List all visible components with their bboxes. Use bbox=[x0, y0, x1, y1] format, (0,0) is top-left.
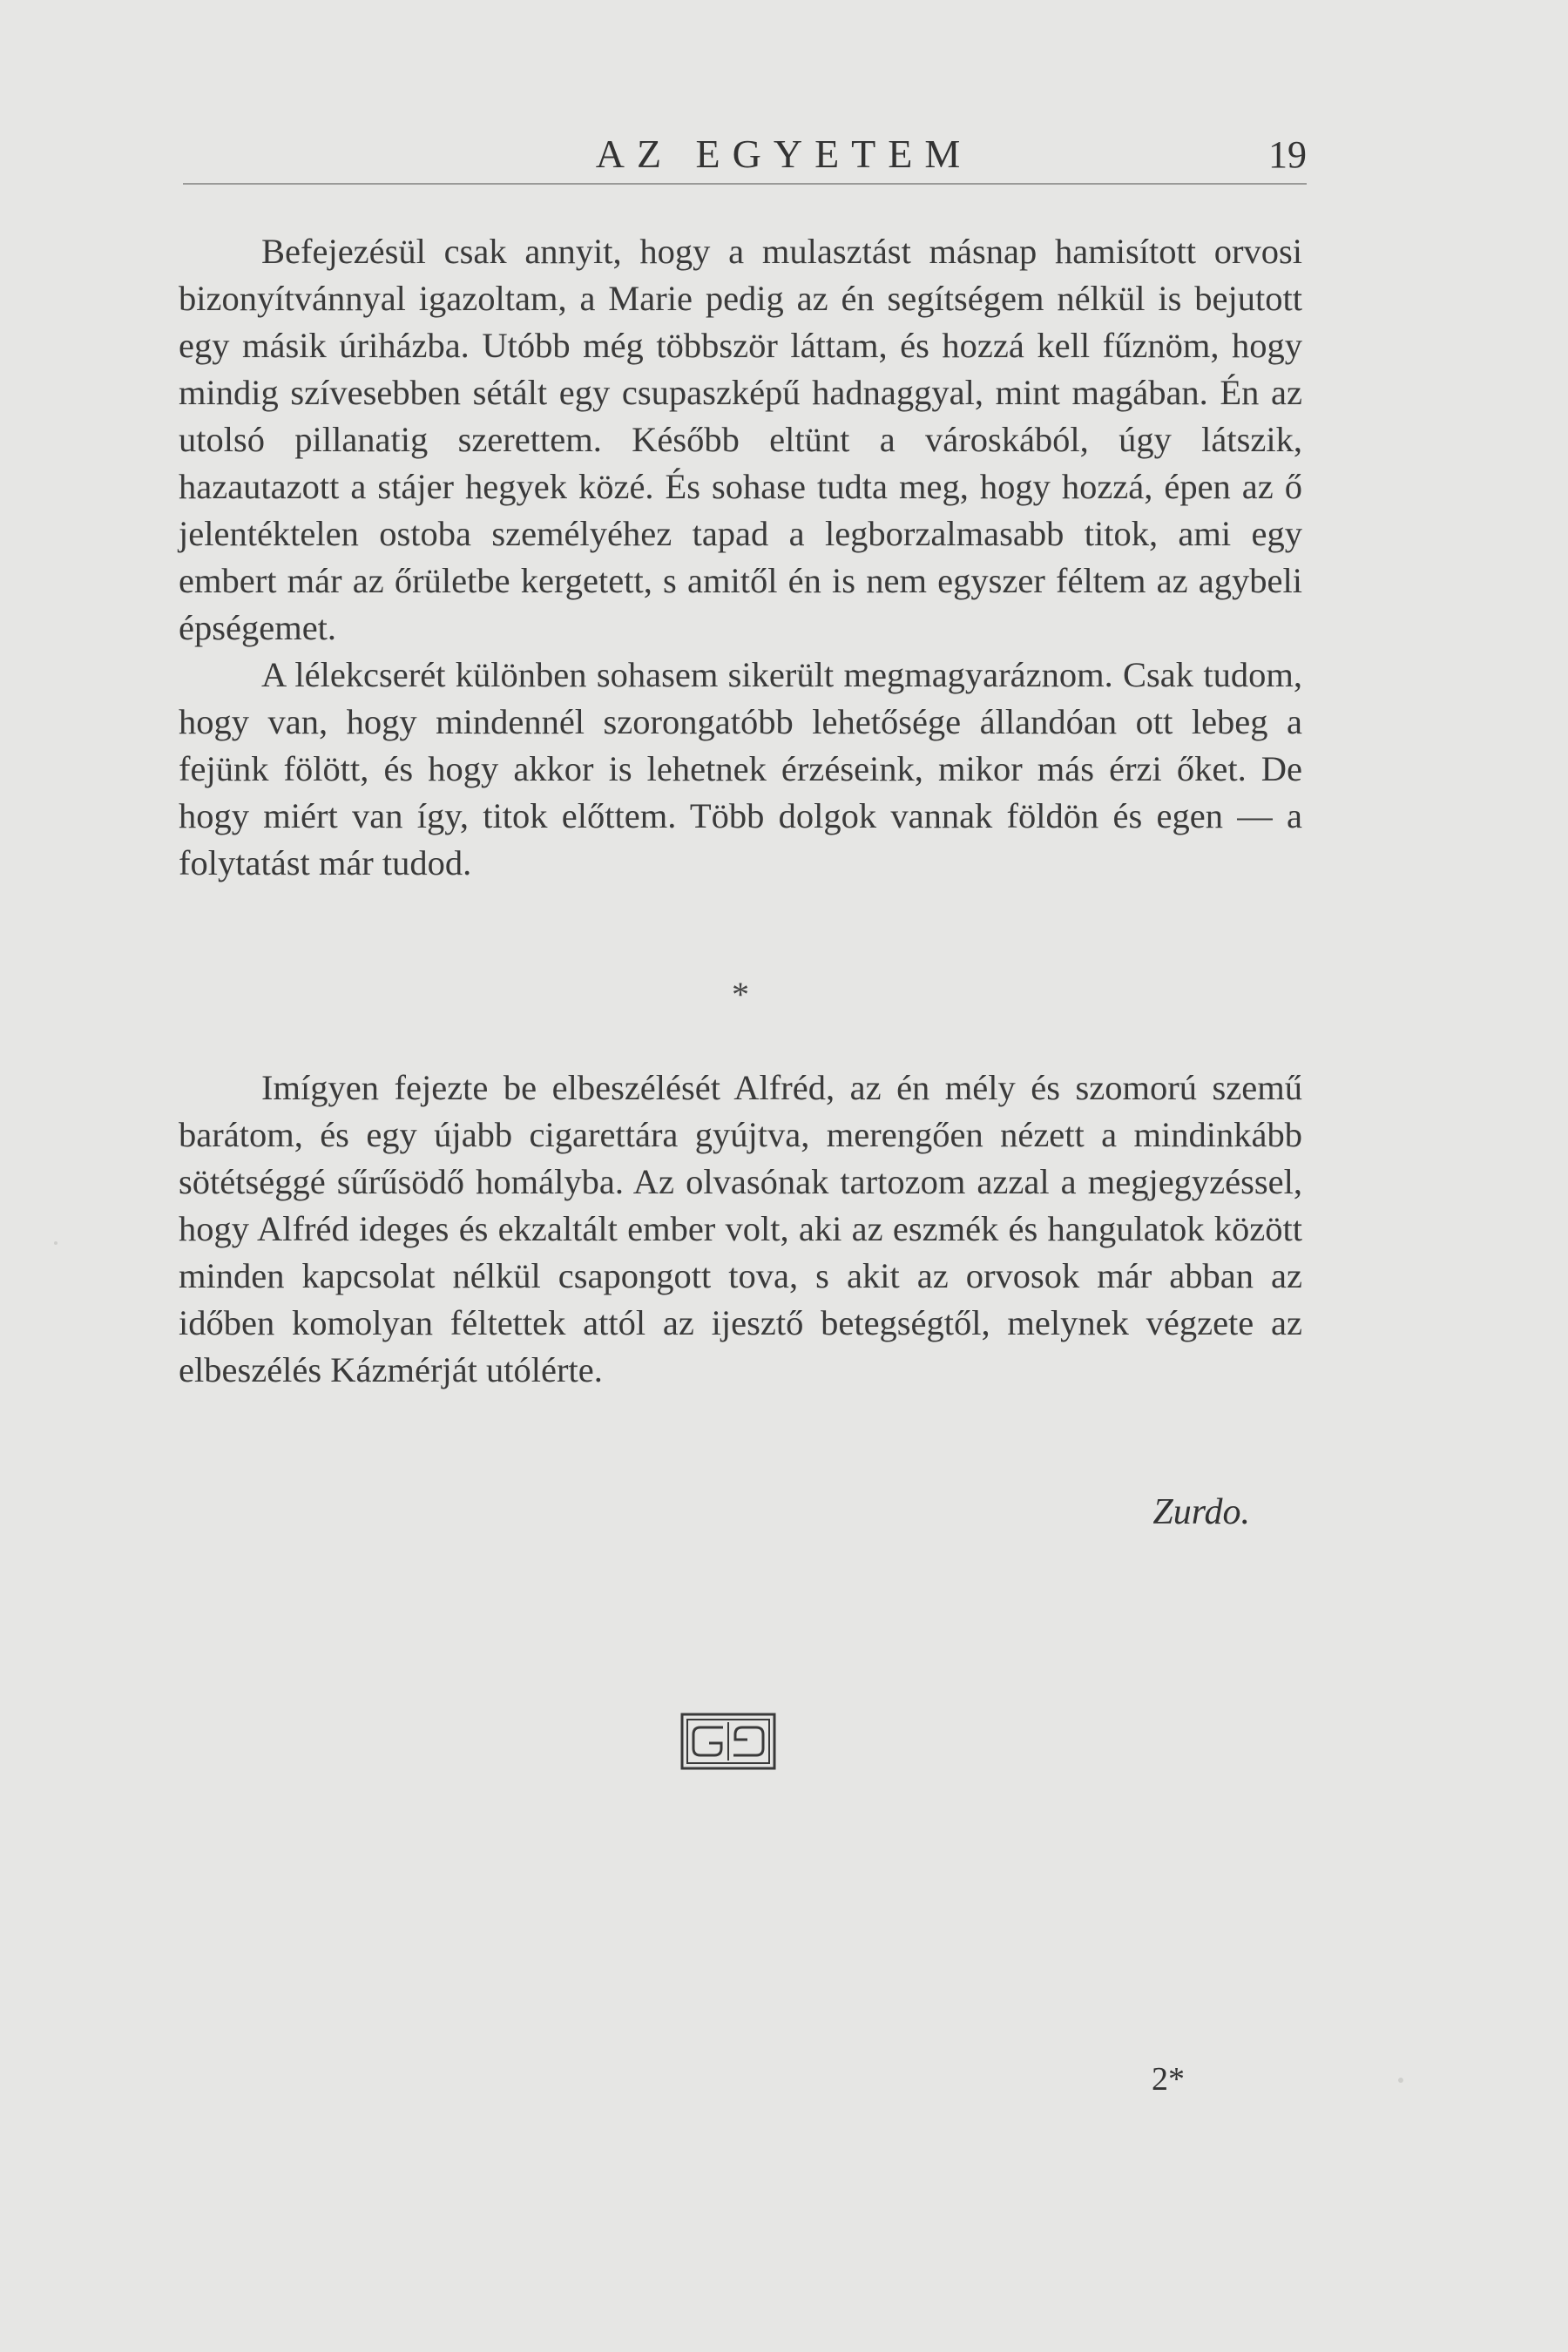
page-number: 19 bbox=[1268, 133, 1307, 176]
running-title: AZ EGYETEM bbox=[595, 132, 973, 176]
epilogue-paragraphs bbox=[179, 1064, 1302, 1394]
paragraph-conclusion: Befejezésül csak annyit, hogy a mulasztást másnap hamisított orvosi bizonyítvánnyal igazoltam, a Marie pedig az én segítségem nélkül is bejutott egy másik úriházba. Utóbb még többször láttam, és hozzá kell fűznöm, hogy mindig szívesebben sétált egy csupaszképű hadnaggyal, mint magában. Én az utolsó pillanatig szerettem. Később eltünt a városkából, úgy látszik, hazautazott a stájer hegyek közé. És sohase tudta meg, hogy hozzá, épen az ő jelentéktelen ostoba személyéhez tapad a legborzalmasabb titok, ami egy embert már az őrületbe kergetett, s amitől én is nem egyszer féltem az agybeli épségemet. bbox=[179, 232, 1302, 647]
paragraph-epilogue: Imígyen fejezte be elbeszélését Alfréd, az én mély és szomorú szemű barátom, és egy újabb cigarettára gyújtva, merengően nézett a mindinkább sötétséggé sűrűsödő homályba. Az olvasónak tartozom azzal a megjegyzéssel, hogy Alfréd ideges és ekzaltált ember volt, aki az eszmék és hangulatok között minden kapcsolat nélkül csapongott tova, s akit az orvosok már abban az időben komolyan féltettek attól az ijesztő betegségtől, melynek végzete az elbeszélés Kázmérját utólérte. bbox=[179, 1068, 1302, 1389]
running-header bbox=[183, 131, 1307, 183]
section-separator: * bbox=[732, 975, 749, 1014]
closing-paragraphs bbox=[179, 228, 1302, 887]
paper-speck bbox=[1398, 2078, 1403, 2083]
signature-mark: 2* bbox=[1152, 2061, 1185, 2098]
header-rule bbox=[183, 183, 1307, 185]
author-signature: Zurdo. bbox=[1152, 1492, 1250, 1532]
paper-speck bbox=[54, 1241, 57, 1245]
ornament-icon bbox=[679, 1712, 777, 1771]
paragraph-soul-exchange: A lélekcserét különben sohasem sikerült megmagyaráznom. Csak tudom, hogy van, hogy mindennél szorongatóbb lehetősége állandóan ott lebeg a fejünk fölött, és hogy akkor is lehetnek érzéseink, mikor más érzi őket. De hogy miért van így, titok előttem. Több dolgok vannak földön és egen — a folytatást már tudod. bbox=[179, 655, 1302, 882]
